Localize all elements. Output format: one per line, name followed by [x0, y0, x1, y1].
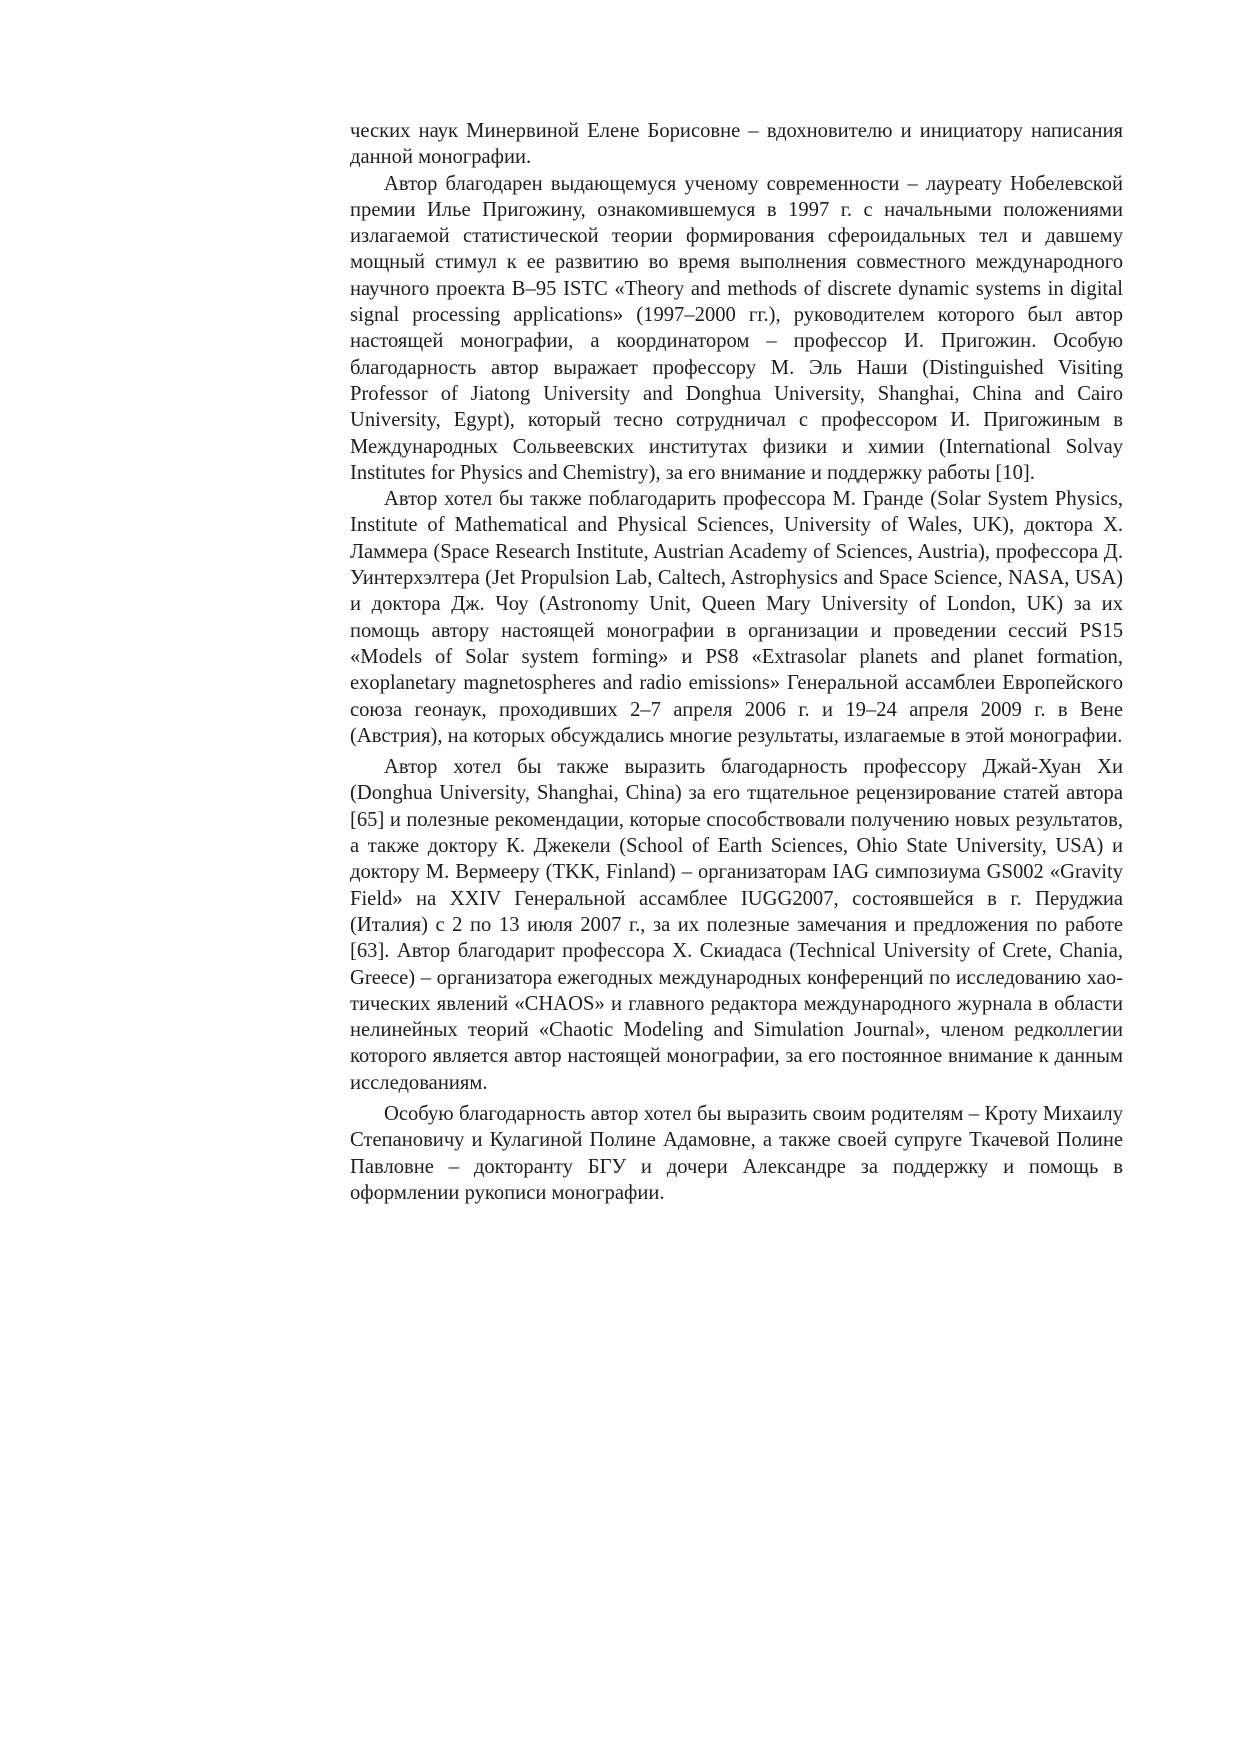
- paragraph-family: Особую благодарность автор хотел бы выразить своим родителям – Кроту Михаилу Степановичу и Кулагиной Полине Адамовне, а также своей супруге Ткачевой Полине Павловне – докторанту БГУ и дочери Александре за поддержку и помощь в оформлении рукописи монографии.: [350, 1102, 1123, 1204]
- paragraph-prigogine: Автор благодарен выдающемуся ученому современности – лауреату Нобелевской премии Илье Пригожину, ознакомившемуся в 1997 г. с начальными положениями излагаемой статистической теории формирования сфероидальных тел и давшему мощный стимул к ее развитию во время выполнения совместного международного научного проекта B–95 ISTC «Theory and methods of discrete dynamic systems in digital signal processing applications» (1997–2000 гг.), руководителем которого был автор настоящей монографии, а координатором – профессор И. Пригожин. Особую благодарность автор выражает профессору М. Эль Наши (Distinguished Visiting Professor of Jiatong University and Donghua University, Shanghai, China and Cairo University, Egypt), который тесно сотрудничал с профессором И. Пригожиным в Международных Сольвеевских институтах физики и химии (International Solvay Institutes for Physics and Chemistry), за его внимание и поддержку работы [10].: [350, 172, 1123, 484]
- body-text: [350, 118, 1123, 1206]
- paragraph-hi: Автор хотел бы также выразить благодарность профессору Джай-Хуан Хи (Donghua University, Shanghai, China) за его тщательное рецензирование статей автора [65] и полезные рекомендации, которые способствовали получению новых результатов, а также доктору К. Джекели (School of Earth Sciences, Ohio State University, USA) и доктору М. Вермееру (TKK, Finland) – организаторам IAG симпозиума GS002 «Gravity Field» на XXIV Генеральной ассамблее IUGG2007, состоявшейся в г. Перуджиа (Италия) с 2 по 13 июля 2007 г., за их полезные замечания и предложения по работе [63]. Автор благодарит профессора Х. Скиадаса (Technical University of Crete, Chania, Greece) – организатора ежегодных международных конференций по исследованию хаотических явлений «CHAOS» и главного редактора международного журнала в области нелинейных теорий «Chaotic Modeling and Simulation Journal», членом редколлегии которого является автор настоящей монографии, за его постоянное внимание к данным исследованиям.: [350, 756, 1123, 1094]
- paragraph-continuation: ческих наук Минервиной Елене Борисовне – вдохновителю и инициатору написания данной монографии.: [350, 120, 1123, 169]
- paragraph-grande: Автор хотел бы также поблагодарить профессора М. Гранде (Solar System Physics, Institute of Mathematical and Physical Sciences, University of Wales, UK), доктора Х. Ламмера (Space Research Institute, Austrian Academy of Sciences, Austria), профессора Д. Уинтерхэлтера (Jet Propulsion Lab, Caltech, Astrophysics and Space Science, NASA, USA) и доктора Дж. Чоу (Astronomy Unit, Queen Mary University of London, UK) за их помощь автору настоящей монографии в организации и проведении сессий PS15 «Models of Solar system forming» и PS8 «Extrasolar planets and planet formation, exoplanetary magnetospheres and radio emissions» Генеральной ассамблеи Европейского союза геонаук, проходивших 2–7 апреля 2006 г. и 19–24 апреля 2009 г. в Вене (Австрия), на которых обсуждались многие результаты, излагаемые в этой монографии.: [350, 488, 1123, 747]
